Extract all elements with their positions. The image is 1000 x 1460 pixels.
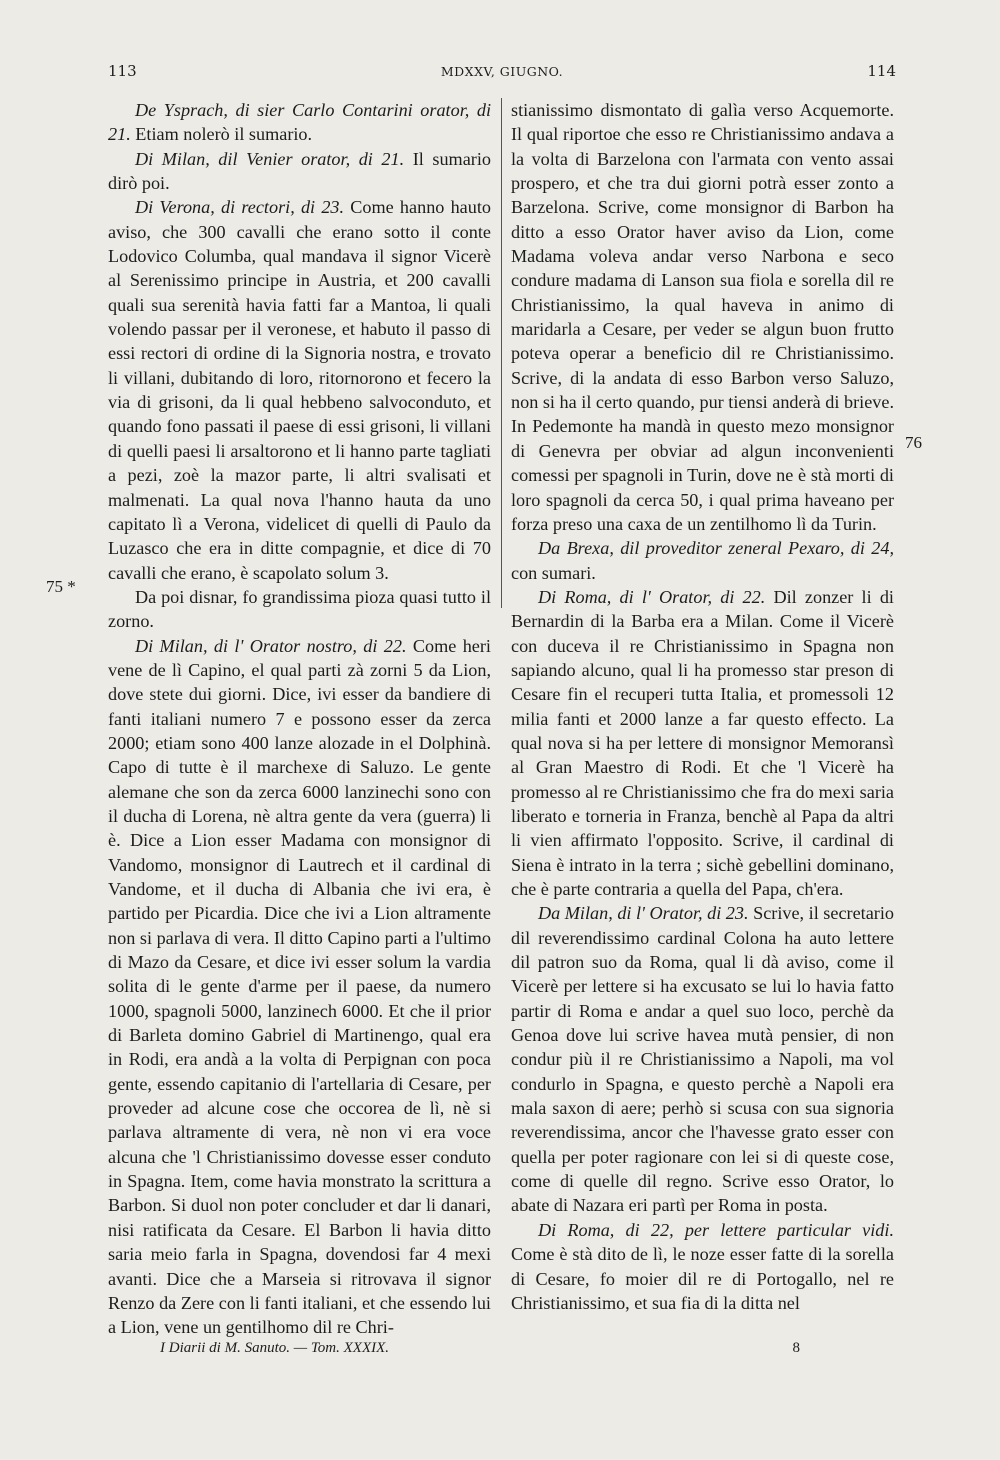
right-column <box>511 98 894 1315</box>
page-footer <box>160 1340 800 1362</box>
paragraph <box>108 195 491 585</box>
running-title: MDXXV, GIUGNO. <box>440 64 564 79</box>
paragraph-title: Di Milan, dil Venier orator, di 21. <box>135 148 405 169</box>
footer-citation: I Diarii di M. Sanuto. — Tom. XXXIX. <box>160 1340 390 1356</box>
paragraph-title: Di Roma, di 22, per lettere particular vidi. <box>538 1219 894 1240</box>
paragraph-text: con sumari. <box>511 562 596 583</box>
paragraph-text: Come heri vene de lì Capino, el qual parti zà zorni 5 da Lion, dove stete dui giorni. Dice, ivi esser da bandiere di fanti italiani numero 7 e possono esser da zerca 2000; etiam sono 400 lanze alozade in el Dolphinà. Capo di tutte è il marchexe di Saluzo. Le gente alemane che son da zerca 6000 lanzinechi sono con il ducha di Lorena, nè altra gente da vera (guerra) li è. Dice a Lion esser Madama con monsignor di Vandomo, monsignor di Lautrech et il cardinal di Vandome, et il ducha di Albania che ivi era, è partido per Picardia. Dice che ivi a Lion altramente non si parlava di vera. Il ditto Capino parti a l'ultimo di Mazo da Cesare, et dice ivi esser solum la vardia solita di le gente d'arme per il paese, da numero 1000, spagnoli 5000, lanzinech 6000. Et che il prior di Barleta domino Gabriel di Martinengo, qual era in Rodi, era andà a la volta di Perpignan con poca gente, essendo capitanio di l'artellaria di Cesare, per proveder ad alcune cose che occorea de lì, nè si parlava altramente di vera, nè non vi era voce alcuna che 'l Christianissimo dovesse esser conduto in Spagna. Item, come havia monstrato la scrittura a Barbon. Si duol non poter concluder et dar li danari, nisi ratificata da Cesare. El Barbon li havia ditto saria meio farla in Spagna, dovendosi far 4 mexi avanti. Dice che a Marseia si ritrovava il signor Renzo da Zere con li fanti italiani, et che essendo lui a Lion, vene un gentilhomo dil re Chri- <box>108 635 491 1338</box>
paragraph <box>511 901 894 1217</box>
paragraph <box>511 1218 894 1315</box>
paragraph <box>511 98 894 536</box>
paragraph <box>108 634 491 1340</box>
column-divider <box>501 98 502 608</box>
paragraph-text: Scrive, il secretario dil reverendissimo cardinal Colona ha auto lettere dil patron suo da Roma, qual li dà aviso, come il Vicerè per lettere si ha excusato se lui lo havia fatto partir di Roma e andar a quel suo loco, perchè da Genoa dove lui scrive havea mutà pensier, di non condur più il re Christianissimo a Napoli, ma vol condurlo in Spagna, e questo perchè a Napoli era mala saxon di aere; perhò si scusa con sua signoria reverendissima, ancor che l'havesse grato esser con quella per poter ragionare con lei si di queste cose, come di quelle dil regno. Scrive esso Orator, lo abate di Nazara eri partì per Roma in posta. <box>511 903 894 1216</box>
paragraph-title: De Ysprach, di sier Carlo Contarini orator, di 21. <box>108 100 491 145</box>
paragraph-title: Di Verona, di rectori, di 23. <box>135 197 345 218</box>
paragraph-title: Di Roma, di l' Orator, di 22. <box>538 586 766 607</box>
paragraph-title: Di Milan, di l' Orator nostro, di 22. <box>135 635 407 656</box>
page-number-right: 114 <box>867 62 896 80</box>
paragraph-title: Da Milan, di l' Orator, di 23. <box>538 903 749 924</box>
signature-mark: 8 <box>792 1340 800 1356</box>
paragraph-text: Come hanno hauto aviso, che 300 cavalli che erano sotto il conte Lodovico Columba, qual mandava il signor Vicerè al Serenissimo principe in Austria, et 200 cavalli quali sua serenità havia fatti far a Mantoa, li quali volendo passar per il veronese, et habuto il passo di essi rectori di ordine di la Signoria nostra, e trovato li villani, dubitando di loro, ritornorono et fecero la via di grisoni, da li qual hebbeno salvoconduto, et quando fono passati il paese di essi grisoni, li villani di quelli paesi li arsaltorono et li hanno parte tagliati a pezi, zoè la mazor parte, li altri svalisati et malmenati. La qual nova l'hanno hauta da uno capitato lì a Verona, videlicet di quelli di Paulo da Luzasco che era in ditte compagnie, et dice di 70 cavalli che erano, è scapolato solum 3. <box>108 197 491 583</box>
paragraph <box>108 585 491 634</box>
paragraph-text: Etiam nolerò il sumario. <box>130 124 313 145</box>
paragraph <box>511 536 894 585</box>
paragraph <box>108 98 491 147</box>
paragraph-text: Dil zonzer li di Bernardin di la Barba era a Milan. Come il Vicerè con duceva il re Christianissimo in Spagna non sapiando alcuno, qual li ha promesso star preson di Cesare fin el recuperi tutta Italia, et promessoli 12 milia fanti et 2000 lanze a far questo effecto. La qual nova si ha per lettere di monsignor Memoransì al Gran Maestro di Rodi. Et che 'l Vicerè ha promesso al re Christianissimo che fra do mexi saria liberato e torneria in Franza, benchè al Papa da altri li vien affirmato l'opposito. Scrive, il cardinal di Siena è intrato in la terra ; sichè gebellini dominano, che è parte contraria a quella del Papa, ch'era. <box>511 586 894 899</box>
paragraph-text: stianissimo dismontato di galìa verso Acquemorte. Il qual riportoe che esso re Christianissimo andava a la volta di Barzelona con l'armata con vento assai prospero, et che tra dui giorni potrà esser zonto a Barzelona. Scrive, come monsignor di Barbon ha ditto a esso Orator haver aviso da Lion, come Madama voleva andar verso Narbona e seco condure madama di Lanson sua fiola e sorella dil re Christianissimo, la qual haveva in animo di maridarla a Cesare, per veder se algun buon frutto poteva operar a beneficio dil re Christianissimo. Scrive, di la andata di esso Barbon verso Saluzo, non si ha il certo quando, pur tiensi anderà di brieve. In Pedemonte ha mandà in questo mezo monsignor di Genevra per obviar ad algun inconvenienti comessi per spagnoli in Turin, dove ne è stà morti di loro spagnoli da cerca 50, i qual prima haveano per forza preso una caxa de un zentilhomo lì da Turin. <box>511 100 894 534</box>
paragraph-text: Da poi disnar, fo grandissima pioza quasi tutto il zorno. <box>108 586 491 632</box>
paragraph <box>511 585 894 901</box>
margin-number-right: 76 <box>905 433 922 452</box>
page-header <box>108 62 896 86</box>
paragraph-text: Come è stà dito de lì, le noze esser fatte di la sorella di Cesare, fo moier dil re di Portogallo, nel re Christianissimo, et sua fia di la ditta nel <box>511 1244 894 1313</box>
paragraph <box>108 147 491 196</box>
page-number-left: 113 <box>108 62 137 80</box>
paragraph-title: Da Brexa, dil proveditor zeneral Pexaro, di 24, <box>538 538 894 559</box>
margin-number-left: 75 * <box>46 577 76 596</box>
paragraph-text: Il sumario dirò poi. <box>108 148 491 194</box>
left-column <box>108 98 491 1340</box>
